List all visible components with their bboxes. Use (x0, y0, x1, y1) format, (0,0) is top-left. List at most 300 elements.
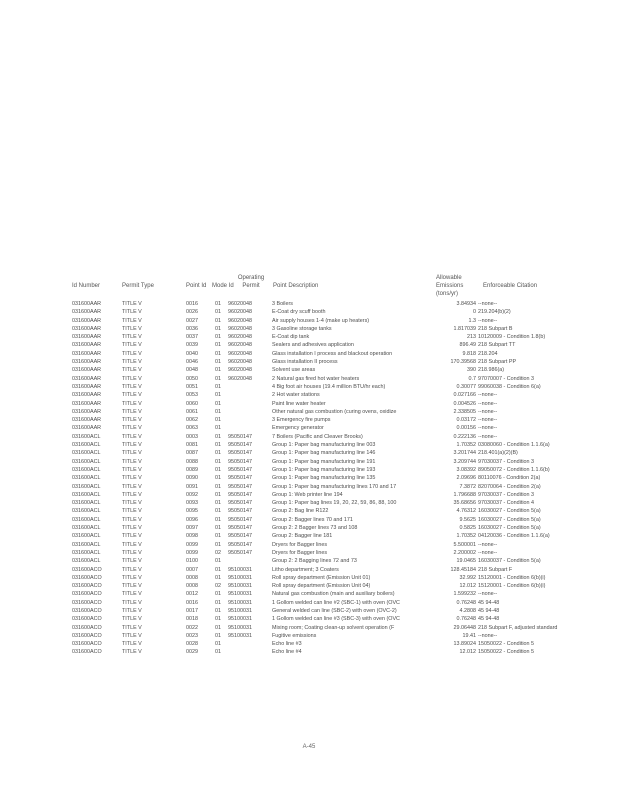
id-number-cell: 031600ACO (72, 607, 102, 614)
allowable-emissions-cell: 19.0465 (456, 558, 476, 565)
mode-id-cell: 01 (215, 624, 221, 631)
id-number-cell: 031600AAR (72, 309, 102, 316)
point-id-cell: 0003 (186, 433, 198, 440)
permit-type-cell: TITLE V (122, 632, 142, 639)
mode-id-cell: 02 (215, 583, 221, 590)
table-row (72, 541, 552, 549)
permit-type-cell: TITLE V (122, 301, 142, 307)
allowable-emissions-cell: 213 (467, 334, 476, 341)
permit-type-cell: TITLE V (122, 475, 142, 482)
enforceable-citation-cell: --none-- (478, 433, 498, 440)
mode-id-cell: 01 (215, 317, 221, 324)
enforceable-citation-cell: 97030037 - Condition 3 (478, 491, 535, 498)
point-id-cell: 0060 (186, 400, 198, 407)
allowable-emissions-cell: 1.3 (468, 317, 476, 324)
allowable-emissions-cell: 0.03172 (456, 417, 476, 424)
mode-id-cell: 01 (215, 541, 221, 548)
enforceable-citation-cell: --none-- (478, 301, 498, 307)
permit-type-cell: TITLE V (122, 350, 142, 357)
enforceable-citation-cell: 219.204(b)(2) (478, 309, 511, 316)
enforceable-citation-cell: 15120001 - Condition 6(b)(i) (478, 574, 546, 581)
operating-permit-cell: 95050147 (228, 483, 252, 490)
allowable-emissions-cell: 1.796688 (453, 491, 476, 498)
point-id-cell: 0017 (186, 607, 198, 614)
point-id-cell: 0046 (186, 359, 198, 366)
allowable-emissions-cell: 35.68656 (453, 500, 476, 507)
point-description-cell: 1 Gollom welded can line #2 (SBC-1) with oven (OVC (272, 599, 400, 606)
table-row (72, 458, 552, 466)
mode-id-cell: 01 (215, 491, 221, 498)
id-number-cell: 031600AAR (72, 342, 102, 349)
mode-id-cell: 01 (215, 649, 221, 656)
point-id-cell: 0029 (186, 649, 198, 656)
enforceable-citation-cell: 218 Subpart TT (478, 342, 516, 349)
point-id-cell: 0100 (186, 558, 198, 565)
id-number-cell: 031600ACO (72, 632, 102, 639)
enforceable-citation-cell: 218 Subpart F (478, 566, 513, 573)
enforceable-citation-cell: 218 Subpart PP (478, 359, 517, 366)
operating-permit-cell: 95100031 (228, 607, 252, 614)
point-description-cell: Group 1: Paper bag manufacturing line 135 (272, 475, 376, 482)
page-number: A-45 (302, 744, 316, 750)
permit-type-cell: TITLE V (122, 458, 142, 465)
point-id-cell: 0008 (186, 583, 198, 590)
mode-id-cell: 02 (215, 549, 221, 556)
point-description-cell: E-Coat dip tank (272, 334, 310, 341)
table-row (72, 532, 552, 540)
point-id-cell: 0008 (186, 574, 198, 581)
permit-type-cell: TITLE V (122, 574, 142, 581)
point-id-cell: 0092 (186, 491, 198, 498)
enforceable-citation-cell: --none-- (478, 392, 498, 399)
table-row (72, 300, 552, 308)
point-description-cell: Sealers and adhesives application (272, 342, 354, 349)
point-id-cell: 0007 (186, 566, 198, 573)
permit-type-cell: TITLE V (122, 483, 142, 490)
table-row (72, 333, 552, 341)
point-description-cell: Dryers for Bagger lines (272, 549, 328, 556)
table-row (72, 383, 552, 391)
enforceable-citation-cell: 218 Subpart F, adjusted standard (478, 624, 558, 631)
point-id-cell: 0016 (186, 599, 198, 606)
allowable-emissions-cell: 9.5625 (459, 516, 476, 523)
mode-id-cell: 01 (215, 483, 221, 490)
permit-type-cell: TITLE V (122, 566, 142, 573)
enforceable-citation-cell: 80110076 - Condition 2(a) (478, 475, 541, 482)
point-id-cell: 0093 (186, 500, 198, 507)
point-id-cell: 0037 (186, 334, 198, 341)
table-row (72, 416, 552, 424)
permit-type-cell: TITLE V (122, 525, 142, 532)
point-id-cell: 0048 (186, 367, 198, 374)
enforceable-citation-cell: 15050022 - Condition 5 (478, 641, 535, 648)
point-description-cell: Mixing room; Coating clean-up solvent operation (F (272, 624, 395, 631)
header-operating-permit: Operating Permit (237, 275, 265, 289)
enforceable-citation-cell: 218.401(a)(2)(B) (478, 450, 518, 457)
operating-permit-cell: 95050147 (228, 508, 252, 515)
id-number-cell: 031600ACL (72, 442, 101, 449)
point-description-cell: Group 2: 2 Bagger lines 73 and 108 (272, 525, 358, 532)
allowable-emissions-cell: 1.70352 (456, 533, 476, 540)
point-description-cell: 3 Boilers (272, 301, 293, 307)
mode-id-cell: 01 (215, 392, 221, 399)
operating-permit-cell: 95050147 (228, 442, 252, 449)
permit-type-cell: TITLE V (122, 558, 142, 565)
permit-type-cell: TITLE V (122, 425, 142, 432)
operating-permit-cell: 96020048 (228, 342, 252, 349)
allowable-emissions-cell: 390 (467, 367, 476, 374)
point-id-cell: 0018 (186, 616, 198, 623)
table-row (72, 408, 552, 416)
allowable-emissions-cell: 9.818 (462, 350, 476, 357)
operating-permit-cell: 95050147 (228, 500, 252, 507)
table-row (72, 632, 552, 640)
point-id-cell: 0098 (186, 533, 198, 540)
table-row (72, 557, 552, 565)
id-number-cell: 031600AAR (72, 400, 102, 407)
point-id-cell: 0061 (186, 408, 198, 415)
id-number-cell: 031600ACO (72, 624, 102, 631)
allowable-emissions-cell: 0.76248 (456, 616, 476, 623)
id-number-cell: 031600AAR (72, 375, 102, 382)
operating-permit-cell: 96020048 (228, 350, 252, 357)
mode-id-cell: 01 (215, 367, 221, 374)
mode-id-cell: 01 (215, 632, 221, 639)
allowable-emissions-cell: 3.08392 (456, 466, 476, 473)
operating-permit-cell: 95050147 (228, 533, 252, 540)
allowable-emissions-cell: 19.41 (462, 632, 476, 639)
permit-type-cell: TITLE V (122, 400, 142, 407)
operating-permit-cell: 96020048 (228, 375, 252, 382)
permit-type-cell: TITLE V (122, 408, 142, 415)
allowable-emissions-cell: 896.49 (459, 342, 476, 349)
point-description-cell: Echo line #4 (272, 649, 302, 656)
table-row (72, 366, 552, 374)
permit-type-cell: TITLE V (122, 541, 142, 548)
operating-permit-cell: 95100031 (228, 574, 252, 581)
table-row (72, 441, 552, 449)
mode-id-cell: 01 (215, 500, 221, 507)
table-row (72, 507, 552, 515)
allowable-emissions-cell: 0.027166 (453, 392, 476, 399)
id-number-cell: 031600ACL (72, 525, 101, 532)
point-id-cell: 0039 (186, 342, 198, 349)
point-description-cell: 3 Gasoline storage tanks (272, 325, 332, 332)
point-description-cell: 7 Boilers (Pacific and Cleaver Brooks) (272, 433, 363, 440)
id-number-cell: 031600AAR (72, 325, 102, 332)
operating-permit-cell: 95050147 (228, 525, 252, 532)
operating-permit-cell: 96020048 (228, 359, 252, 366)
id-number-cell: 031600AAR (72, 408, 102, 415)
point-id-cell: 0036 (186, 325, 198, 332)
table-row (72, 640, 552, 648)
mode-id-cell: 01 (215, 607, 221, 614)
header-id-number: Id Number (72, 283, 101, 289)
allowable-emissions-cell: 3.201744 (453, 450, 476, 457)
point-description-cell: Group 2: Bagger lines 70 and 171 (272, 516, 353, 523)
table-row (72, 615, 552, 623)
enforceable-citation-cell: 16030027 - Condition 5(a) (478, 525, 541, 532)
point-description-cell: Roll spray department (Emission Unit 01) (272, 574, 371, 581)
mode-id-cell: 01 (215, 309, 221, 316)
id-number-cell: 031600ACL (72, 475, 101, 482)
allowable-emissions-cell: 0.76248 (456, 599, 476, 606)
permit-type-cell: TITLE V (122, 442, 142, 449)
allowable-emissions-cell: 0 (473, 309, 476, 316)
mode-id-cell: 01 (215, 508, 221, 515)
permit-type-cell: TITLE V (122, 309, 142, 316)
point-description-cell: Emergency generator (272, 425, 324, 432)
operating-permit-cell: 96020048 (228, 317, 252, 324)
enforceable-citation-cell: 16030027 - Condition 5(a) (478, 516, 541, 523)
operating-permit-cell: 95050147 (228, 466, 252, 473)
mode-id-cell: 01 (215, 433, 221, 440)
mode-id-cell: 01 (215, 466, 221, 473)
allowable-emissions-cell: 3.84934 (456, 301, 476, 307)
allowable-emissions-cell: 2.338505 (453, 408, 476, 415)
operating-permit-cell: 96020048 (228, 334, 252, 341)
mode-id-cell: 01 (215, 417, 221, 424)
table-row (72, 524, 552, 532)
id-number-cell: 031600ACL (72, 458, 101, 465)
table-row (72, 599, 552, 607)
id-number-cell: 031600AAR (72, 425, 102, 432)
point-description-cell: Echo line #3 (272, 641, 302, 648)
mode-id-cell: 01 (215, 325, 221, 332)
point-id-cell: 0099 (186, 549, 198, 556)
permit-type-cell: TITLE V (122, 591, 142, 598)
point-description-cell: 2 Natural gas fired hot water heaters (272, 375, 360, 382)
mode-id-cell: 01 (215, 342, 221, 349)
enforceable-citation-cell: --none-- (478, 549, 498, 556)
point-description-cell: Fugitive emissions (272, 632, 317, 639)
table-row (72, 358, 552, 366)
id-number-cell: 031600AAR (72, 383, 102, 390)
point-description-cell: Group 1: Paper bag manufacturing line 003 (272, 442, 376, 449)
id-number-cell: 031600ACL (72, 549, 101, 556)
header-enforceable-citation: Enforceable Citation (483, 283, 538, 289)
header-mode-id: Mode Id (212, 283, 234, 289)
mode-id-cell: 01 (215, 400, 221, 407)
allowable-emissions-cell: 1.817039 (453, 325, 476, 332)
permit-type-cell: TITLE V (122, 392, 142, 399)
point-description-cell: Group 2: Bag line R122 (272, 508, 329, 515)
point-description-cell: Group 2: Bagger line 181 (272, 533, 333, 540)
enforceable-citation-cell: --none-- (478, 417, 498, 424)
permit-type-cell: TITLE V (122, 607, 142, 614)
id-number-cell: 031600ACL (72, 533, 101, 540)
enforceable-citation-cell: 10120009 - Condition 1.8(b) (478, 334, 546, 341)
id-number-cell: 031600AAR (72, 334, 102, 341)
permit-type-cell: TITLE V (122, 325, 142, 332)
permit-type-cell: TITLE V (122, 491, 142, 498)
point-description-cell: 2 Hot water stations (272, 392, 320, 399)
table-row (72, 350, 552, 358)
permit-type-cell: TITLE V (122, 599, 142, 606)
point-id-cell: 0051 (186, 383, 198, 390)
point-id-cell: 0091 (186, 483, 198, 490)
mode-id-cell: 01 (215, 616, 221, 623)
mode-id-cell: 01 (215, 591, 221, 598)
id-number-cell: 031600ACL (72, 516, 101, 523)
table-body (72, 300, 558, 657)
mode-id-cell: 01 (215, 458, 221, 465)
table-row (72, 483, 552, 491)
point-description-cell: Air supply houses 1-4 (make up heaters) (272, 317, 370, 324)
enforceable-citation-cell: 218.204 (478, 350, 498, 357)
point-description-cell: Group 1: Web printer line 194 (272, 491, 343, 498)
header-point-description: Point Description (273, 283, 319, 289)
allowable-emissions-cell: 170.39568 (450, 359, 476, 366)
id-number-cell: 031600ACL (72, 483, 101, 490)
table-header (72, 256, 552, 297)
permit-type-cell: TITLE V (122, 533, 142, 540)
enforceable-citation-cell: 89050072 - Condition 1.1.6(b) (478, 466, 550, 473)
emissions-table (72, 256, 558, 657)
enforceable-citation-cell: 45 94-48 (478, 599, 500, 606)
allowable-emissions-cell: 13.89024 (453, 641, 476, 648)
operating-permit-cell: 95050147 (228, 541, 252, 548)
point-id-cell: 0022 (186, 624, 198, 631)
id-number-cell: 031600AAR (72, 301, 102, 307)
id-number-cell: 031600AAR (72, 367, 102, 374)
mode-id-cell: 01 (215, 566, 221, 573)
id-number-cell: 031600ACL (72, 466, 101, 473)
point-description-cell: Other natural gas combustion (curing ovens, oxidize (272, 408, 397, 415)
enforceable-citation-cell: 45 94-48 (478, 607, 500, 614)
enforceable-citation-cell: --none-- (478, 408, 498, 415)
permit-type-cell: TITLE V (122, 417, 142, 424)
header-allowable-emissions: Allowable Emissions (tons/yr) (436, 275, 464, 297)
enforceable-citation-cell: 97070007 - Condition 3 (478, 375, 535, 382)
id-number-cell: 031600AAR (72, 417, 102, 424)
mode-id-cell: 01 (215, 599, 221, 606)
point-description-cell: Dryers for Bagger lines (272, 541, 328, 548)
table-row (72, 648, 552, 656)
id-number-cell: 031600ACO (72, 599, 102, 606)
point-id-cell: 0027 (186, 317, 198, 324)
enforceable-citation-cell: --none-- (478, 400, 498, 407)
permit-type-cell: TITLE V (122, 649, 142, 656)
permit-type-cell: TITLE V (122, 549, 142, 556)
point-id-cell: 0028 (186, 641, 198, 648)
point-id-cell: 0088 (186, 458, 198, 465)
enforceable-citation-cell: 15120001 - Condition 6(b)(i) (478, 583, 546, 590)
point-description-cell: Group 1: Paper bag manufacturing line 146 (272, 450, 376, 457)
enforceable-citation-cell: 218 Subpart B (478, 325, 513, 332)
allowable-emissions-cell: 0.30077 (456, 383, 476, 390)
mode-id-cell: 01 (215, 375, 221, 382)
operating-permit-cell: 96020048 (228, 309, 252, 316)
point-description-cell: Natural gas combustion (main and auxiliary boilers) (272, 591, 395, 598)
table-row (72, 341, 552, 349)
table-row (72, 375, 552, 383)
operating-permit-cell: 95050147 (228, 433, 252, 440)
mode-id-cell: 01 (215, 525, 221, 532)
permit-type-cell: TITLE V (122, 359, 142, 366)
allowable-emissions-cell: 0.222136 (453, 433, 476, 440)
operating-permit-cell: 95100031 (228, 566, 252, 573)
id-number-cell: 031600ACL (72, 433, 101, 440)
id-number-cell: 031600ACO (72, 574, 102, 581)
id-number-cell: 031600AAR (72, 317, 102, 324)
enforceable-citation-cell: 82070064 - Condition 2(a) (478, 483, 541, 490)
point-description-cell: Glass installation I process and blackout operation (272, 350, 393, 357)
permit-type-cell: TITLE V (122, 450, 142, 457)
enforceable-citation-cell: --none-- (478, 632, 498, 639)
point-id-cell: 0087 (186, 450, 198, 457)
mode-id-cell: 01 (215, 359, 221, 366)
table-row (72, 400, 552, 408)
mode-id-cell: 01 (215, 450, 221, 457)
mode-id-cell: 01 (215, 442, 221, 449)
mode-id-cell: 01 (215, 425, 221, 432)
point-description-cell: 3 Emergency fire pumps (272, 417, 331, 424)
operating-permit-cell: 95050147 (228, 450, 252, 457)
operating-permit-cell: 95050147 (228, 475, 252, 482)
id-number-cell: 031600AAR (72, 359, 102, 366)
table-row (72, 391, 552, 399)
id-number-cell: 031600ACL (72, 491, 101, 498)
point-id-cell: 0016 (186, 301, 198, 307)
point-description-cell: Solvent use areas (272, 367, 316, 374)
id-number-cell: 031600ACL (72, 508, 101, 515)
table-row (72, 566, 552, 574)
operating-permit-cell: 96020048 (228, 301, 252, 307)
permit-type-cell: TITLE V (122, 624, 142, 631)
point-id-cell: 0063 (186, 425, 198, 432)
point-id-cell: 0096 (186, 516, 198, 523)
id-number-cell: 031600ACL (72, 558, 101, 565)
permit-type-cell: TITLE V (122, 334, 142, 341)
operating-permit-cell: 95050147 (228, 491, 252, 498)
point-id-cell: 0097 (186, 525, 198, 532)
enforceable-citation-cell: 15050022 - Condition 5 (478, 649, 535, 656)
point-id-cell: 0099 (186, 541, 198, 548)
header-point-id: Point Id (186, 283, 207, 289)
point-id-cell: 0050 (186, 375, 198, 382)
operating-permit-cell: 95100031 (228, 624, 252, 631)
id-number-cell: 031600ACO (72, 591, 102, 598)
allowable-emissions-cell: 0.00156 (456, 425, 476, 432)
id-number-cell: 031600ACO (72, 566, 102, 573)
table-row (72, 466, 552, 474)
table-row (72, 549, 552, 557)
operating-permit-cell: 95100031 (228, 591, 252, 598)
mode-id-cell: 01 (215, 641, 221, 648)
allowable-emissions-cell: 1.599232 (453, 591, 476, 598)
point-description-cell: Group 2: 2 Bagging lines 72 and 73 (272, 558, 357, 565)
table-row (72, 516, 552, 524)
allowable-emissions-cell: 2.200002 (453, 549, 476, 556)
table-row (72, 424, 552, 432)
enforceable-citation-cell: 03080060 - Condition 1.1.6(a) (478, 442, 550, 449)
table-row (72, 449, 552, 457)
permit-type-cell: TITLE V (122, 375, 142, 382)
operating-permit-cell: 96020048 (228, 325, 252, 332)
point-id-cell: 0081 (186, 442, 198, 449)
point-description-cell: Litho department; 3 Coaters (272, 566, 339, 573)
point-description-cell: Group 1: Paper bag lines 19, 20, 22, 59, 86, 88, 100 (272, 500, 397, 507)
allowable-emissions-cell: 0.7 (468, 375, 476, 382)
allowable-emissions-cell: 2.09696 (456, 475, 476, 482)
table-row (72, 474, 552, 482)
enforceable-citation-cell: 218.986(a) (478, 367, 505, 374)
permit-type-cell: TITLE V (122, 383, 142, 390)
table-row (72, 317, 552, 325)
point-id-cell: 0062 (186, 417, 198, 424)
allowable-emissions-cell: 32.992 (459, 574, 476, 581)
